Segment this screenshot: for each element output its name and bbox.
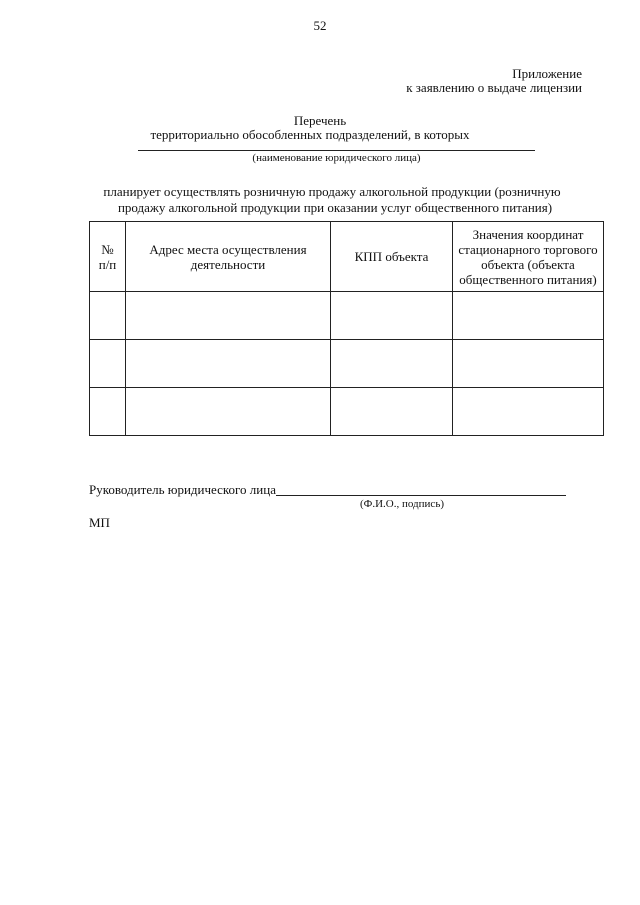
org-name-caption: (наименование юридического лица): [252, 152, 421, 164]
table-cell[interactable]: [331, 292, 453, 340]
table-cell[interactable]: [453, 292, 604, 340]
description-line-2: продажу алкогольной продукции при оказании услуг общественного питания): [117, 200, 553, 215]
table-cell[interactable]: [90, 388, 126, 436]
table-row: [90, 340, 604, 388]
document-title: Перечень: [293, 113, 347, 128]
table-cell[interactable]: [126, 388, 331, 436]
header-kpp: КПП объекта: [331, 222, 453, 292]
table-header-row: [90, 222, 604, 292]
table-cell[interactable]: [126, 340, 331, 388]
subdivisions-table: [89, 221, 604, 436]
document-subtitle: территориально обособленных подразделений, в которых: [150, 127, 470, 142]
table-cell[interactable]: [453, 340, 604, 388]
stamp-label: МП: [89, 515, 110, 530]
signature-label: Руководитель юридического лица: [89, 482, 276, 497]
table-cell[interactable]: [453, 388, 604, 436]
org-name-line[interactable]: [138, 150, 535, 151]
table-cell[interactable]: [331, 340, 453, 388]
page-number: 52: [313, 18, 327, 33]
header-address: Адрес места осуществления деятельности: [126, 222, 331, 292]
signature-caption: (Ф.И.О., подпись): [360, 498, 444, 510]
signature-line[interactable]: [276, 495, 566, 496]
appendix-title: Приложение: [512, 66, 582, 81]
description-line-1: планирует осуществлять розничную продажу алкогольной продукции (розничную: [103, 184, 561, 199]
table-cell[interactable]: [90, 292, 126, 340]
table-cell[interactable]: [331, 388, 453, 436]
table-row: [90, 292, 604, 340]
table-cell[interactable]: [126, 292, 331, 340]
header-coordinates: Значения координат стационарного торгового объекта (объекта общественного питания): [453, 222, 604, 292]
header-number: № п/п: [90, 222, 126, 292]
appendix-subtitle: к заявлению о выдаче лицензии: [406, 80, 582, 95]
table-row: [90, 388, 604, 436]
table-cell[interactable]: [90, 340, 126, 388]
